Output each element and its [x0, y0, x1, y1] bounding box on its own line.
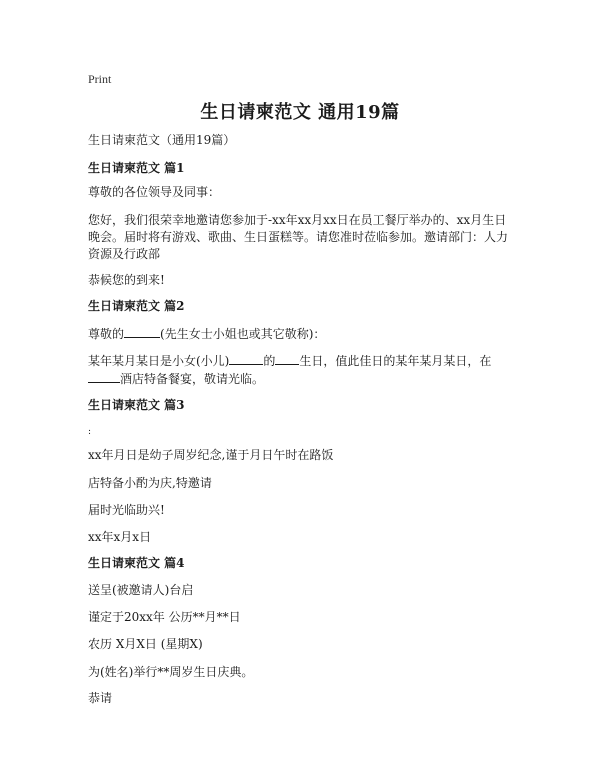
section-3-line-3: 届时光临助兴! — [88, 503, 165, 517]
section-4-line-5: 恭请 — [88, 691, 113, 705]
section-1-heading: 生日请柬范文 篇1 — [88, 161, 185, 175]
section-3-heading: 生日请柬范文 篇3 — [88, 398, 185, 412]
intro-line: 生日请柬范文（通用19篇） — [88, 133, 236, 147]
section-4-line-1: 送呈(被邀请人)台启 — [88, 583, 194, 597]
document-title: 生日请柬范文 通用19篇 — [200, 102, 400, 123]
section-4-line-2: 谨定于20xx年 公历**月**日 — [88, 610, 241, 624]
blank-line — [275, 352, 299, 365]
section-2-heading: 生日请柬范文 篇2 — [88, 299, 185, 313]
section-2-greeting — [88, 325, 518, 343]
blank-line — [124, 325, 160, 338]
blank-line — [88, 370, 120, 383]
section-1-body: 您好，我们很荣幸地邀请您参加于-xx年xx月xx日在员工餐厅举办的、xx月生日晚会。届时将有游戏、歌曲、生日蛋糕等。请您准时莅临参加。邀请部门：人力资源及行政部 — [88, 213, 509, 261]
section-2-greeting-suffix: (先生女士小姐也或其它敬称)： — [160, 327, 326, 341]
section-2-greeting-prefix: 尊敬的 — [88, 327, 125, 341]
section-4-heading: 生日请柬范文 篇4 — [88, 556, 185, 570]
print-link[interactable]: Print — [88, 72, 112, 86]
section-4-line-4: 为(姓名)举行**周岁生日庆典。 — [88, 665, 254, 679]
section-1-closing: 恭候您的到来! — [88, 273, 165, 287]
section-2-body-part3: 生日，值此佳日的某年某月某日，在 — [299, 354, 492, 368]
section-3-line-2: 店特备小酌为庆,特邀请 — [88, 476, 212, 490]
section-2-body-part4: 酒店特备餐宴，敬请光临。 — [120, 372, 265, 386]
section-2-body-part2: 的 — [263, 354, 276, 368]
section-4-line-3: 农历 X月X日 (星期X) — [88, 637, 203, 651]
section-3-line-1: xx年月日是幼子周岁纪念,谨于月日午时在路饭 — [88, 448, 334, 462]
section-3-date: xx年x月x日 — [88, 530, 152, 544]
blank-line — [229, 352, 263, 365]
section-2-body — [88, 352, 518, 388]
section-3-colon: : — [88, 427, 92, 437]
section-2-body-part1: 某年某月某日是小女(小儿) — [88, 354, 230, 368]
section-1-greeting: 尊敬的各位领导及同事： — [88, 185, 221, 199]
